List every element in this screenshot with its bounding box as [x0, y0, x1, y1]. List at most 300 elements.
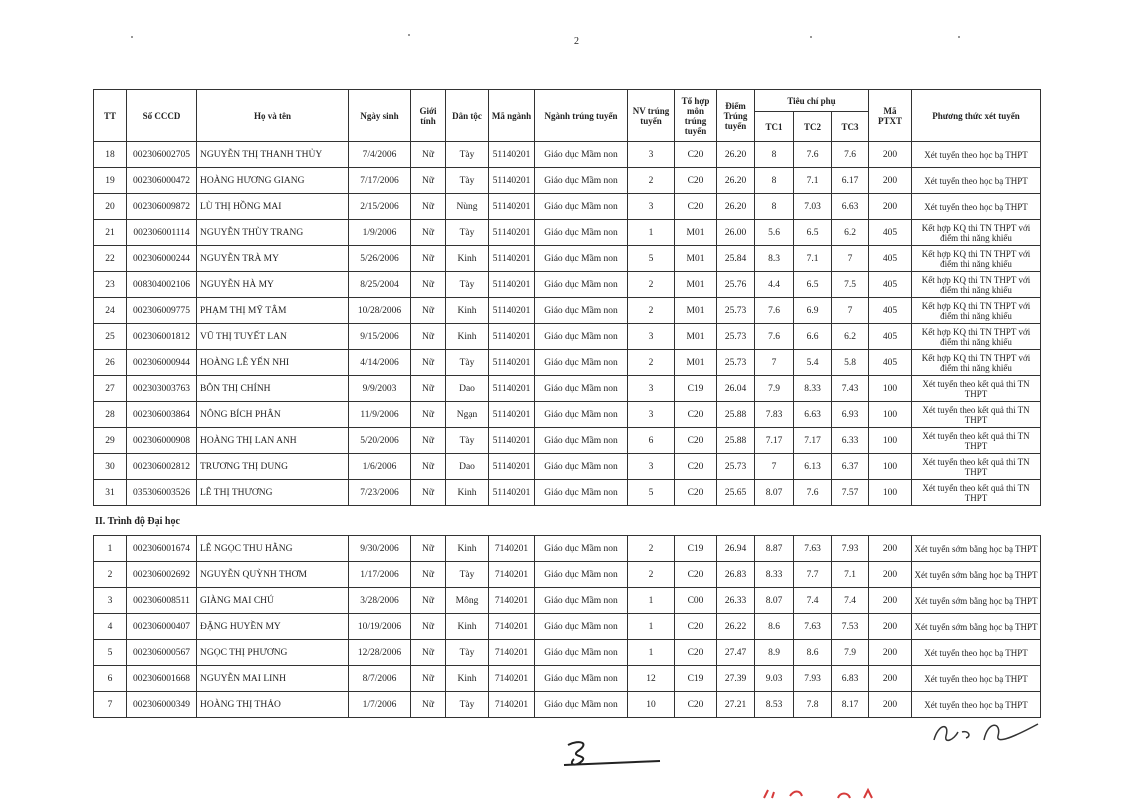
cell-gender: Nữ — [411, 142, 446, 168]
cell-dob: 7/17/2006 — [349, 168, 411, 194]
cell-score: 25.73 — [717, 324, 755, 350]
cell-tt: 3 — [94, 588, 127, 614]
cell-dob: 1/7/2006 — [349, 692, 411, 718]
cell-ethnicity: Tày — [446, 640, 489, 666]
cell-method: Xét tuyển sớm bằng học bạ THPT — [912, 536, 1041, 562]
cell-gender: Nữ — [411, 692, 446, 718]
cell-score: 27.21 — [717, 692, 755, 718]
cell-cccd: 002306000349 — [127, 692, 197, 718]
cell-tc3: 7.93 — [832, 536, 869, 562]
cell-subject-combo: C20 — [675, 402, 717, 428]
cell-tc2: 7.1 — [794, 168, 832, 194]
cell-ethnicity: Tày — [446, 272, 489, 298]
table-row — [94, 350, 1041, 376]
cell-ptxt: 100 — [869, 454, 912, 480]
cell-gender: Nữ — [411, 562, 446, 588]
scan-speck — [408, 34, 410, 36]
signature-left — [560, 737, 670, 771]
cell-tc1: 4.4 — [755, 272, 794, 298]
cell-tc1: 9.03 — [755, 666, 794, 692]
cell-ptxt: 200 — [869, 588, 912, 614]
cell-tc2: 7.1 — [794, 246, 832, 272]
cell-ptxt: 100 — [869, 376, 912, 402]
cell-subject-combo: C20 — [675, 168, 717, 194]
cell-dob: 9/30/2006 — [349, 536, 411, 562]
table-row — [94, 428, 1041, 454]
table-row — [94, 454, 1041, 480]
cell-ethnicity: Kinh — [446, 246, 489, 272]
cell-dob: 3/28/2006 — [349, 588, 411, 614]
cell-tc3: 6.2 — [832, 220, 869, 246]
cell-gender: Nữ — [411, 272, 446, 298]
cell-gender: Nữ — [411, 376, 446, 402]
cell-tc3: 6.83 — [832, 666, 869, 692]
cell-ethnicity: Tày — [446, 142, 489, 168]
cell-major-code: 7140201 — [489, 562, 535, 588]
cell-method: Xét tuyển sớm bằng học bạ THPT — [912, 614, 1041, 640]
cell-tc2: 6.5 — [794, 272, 832, 298]
cell-major: Giáo dục Mầm non — [535, 298, 628, 324]
cell-major: Giáo dục Mầm non — [535, 562, 628, 588]
cell-tt: 21 — [94, 220, 127, 246]
cell-name: HOÀNG THỊ LAN ANH — [197, 428, 349, 454]
cell-subject-combo: M01 — [675, 350, 717, 376]
cell-tc2: 7.63 — [794, 536, 832, 562]
cell-cccd: 002306002705 — [127, 142, 197, 168]
cell-gender: Nữ — [411, 194, 446, 220]
table-row — [94, 168, 1041, 194]
cell-nv: 2 — [628, 536, 675, 562]
scan-speck — [131, 36, 133, 38]
cell-tt: 5 — [94, 640, 127, 666]
cell-major-code: 51140201 — [489, 194, 535, 220]
cell-tc1: 7 — [755, 350, 794, 376]
cell-score: 25.88 — [717, 428, 755, 454]
cell-tc3: 6.33 — [832, 428, 869, 454]
cell-major: Giáo dục Mầm non — [535, 692, 628, 718]
cell-major: Giáo dục Mầm non — [535, 324, 628, 350]
cell-dob: 1/17/2006 — [349, 562, 411, 588]
header-ptxt: Mã PTXT — [869, 90, 912, 142]
header-nv: NV trúng tuyển — [628, 90, 675, 142]
cell-ptxt: 200 — [869, 692, 912, 718]
cell-gender: Nữ — [411, 402, 446, 428]
cell-cccd: 002306001674 — [127, 536, 197, 562]
cell-dob: 9/15/2006 — [349, 324, 411, 350]
cell-major-code: 51140201 — [489, 402, 535, 428]
cell-score: 25.76 — [717, 272, 755, 298]
cell-score: 26.94 — [717, 536, 755, 562]
cell-gender: Nữ — [411, 350, 446, 376]
cell-dob: 1/6/2006 — [349, 454, 411, 480]
cell-major-code: 51140201 — [489, 350, 535, 376]
cell-nv: 1 — [628, 614, 675, 640]
cell-cccd: 002306000244 — [127, 246, 197, 272]
cell-dob: 11/9/2006 — [349, 402, 411, 428]
cell-tc2: 5.4 — [794, 350, 832, 376]
cell-cccd: 002306002812 — [127, 454, 197, 480]
cell-name: ĐẶNG HUYỀN MY — [197, 614, 349, 640]
cell-subject-combo: C19 — [675, 376, 717, 402]
cell-method: Xét tuyển theo học bạ THPT — [912, 142, 1041, 168]
cell-tc1: 8 — [755, 194, 794, 220]
cell-nv: 2 — [628, 298, 675, 324]
cell-gender: Nữ — [411, 614, 446, 640]
cell-major: Giáo dục Mầm non — [535, 666, 628, 692]
cell-cccd: 002306009775 — [127, 298, 197, 324]
cell-tc3: 6.17 — [832, 168, 869, 194]
cell-tt: 27 — [94, 376, 127, 402]
cell-score: 26.83 — [717, 562, 755, 588]
cell-tc1: 5.6 — [755, 220, 794, 246]
cell-major-code: 7140201 — [489, 614, 535, 640]
cell-tc3: 7.1 — [832, 562, 869, 588]
cell-name: HOÀNG THỊ THẢO — [197, 692, 349, 718]
cell-ptxt: 200 — [869, 142, 912, 168]
cell-major-code: 7140201 — [489, 536, 535, 562]
cell-score: 25.65 — [717, 480, 755, 506]
header-tc2: TC2 — [794, 112, 832, 142]
cell-tt: 19 — [94, 168, 127, 194]
cell-score: 26.20 — [717, 142, 755, 168]
cell-cccd: 002303003763 — [127, 376, 197, 402]
cell-major: Giáo dục Mầm non — [535, 168, 628, 194]
table-row — [94, 142, 1041, 168]
cell-method: Xét tuyển theo kết quả thi TN THPT — [912, 454, 1041, 480]
cell-gender: Nữ — [411, 168, 446, 194]
cell-major: Giáo dục Mầm non — [535, 350, 628, 376]
cell-subject-combo: C20 — [675, 692, 717, 718]
header-major-code: Mã ngành — [489, 90, 535, 142]
cell-ethnicity: Kinh — [446, 614, 489, 640]
cell-cccd: 002306008511 — [127, 588, 197, 614]
cell-major: Giáo dục Mầm non — [535, 454, 628, 480]
cell-subject-combo: C20 — [675, 480, 717, 506]
cell-gender: Nữ — [411, 454, 446, 480]
cell-major-code: 51140201 — [489, 272, 535, 298]
cell-ethnicity: Tày — [446, 562, 489, 588]
cell-tc2: 6.5 — [794, 220, 832, 246]
cell-major: Giáo dục Mầm non — [535, 194, 628, 220]
cell-tc1: 8.3 — [755, 246, 794, 272]
table-row — [94, 376, 1041, 402]
cell-cccd: 002306003864 — [127, 402, 197, 428]
cell-gender: Nữ — [411, 220, 446, 246]
table-row — [94, 614, 1041, 640]
cell-tc3: 7.9 — [832, 640, 869, 666]
cell-method: Kết hợp KQ thi TN THPT với điểm thi năng khiếu — [912, 350, 1041, 376]
cell-subject-combo: C20 — [675, 614, 717, 640]
cell-ptxt: 405 — [869, 272, 912, 298]
cell-ptxt: 405 — [869, 220, 912, 246]
header-cccd: Số CCCD — [127, 90, 197, 142]
cell-subject-combo: C19 — [675, 536, 717, 562]
cell-tt: 29 — [94, 428, 127, 454]
cell-ethnicity: Tày — [446, 692, 489, 718]
cell-gender: Nữ — [411, 246, 446, 272]
cell-ethnicity: Nùng — [446, 194, 489, 220]
cell-tc3: 5.8 — [832, 350, 869, 376]
cell-major-code: 51140201 — [489, 298, 535, 324]
cell-tc3: 7 — [832, 298, 869, 324]
cell-tt: 18 — [94, 142, 127, 168]
cell-nv: 3 — [628, 142, 675, 168]
cell-tc2: 7.63 — [794, 614, 832, 640]
cell-major-code: 51140201 — [489, 376, 535, 402]
admission-table-university — [93, 535, 1041, 718]
signature-right — [928, 710, 1048, 750]
cell-ethnicity: Kinh — [446, 324, 489, 350]
cell-major: Giáo dục Mầm non — [535, 142, 628, 168]
cell-tt: 22 — [94, 246, 127, 272]
cell-tc3: 7.6 — [832, 142, 869, 168]
cell-ethnicity: Kinh — [446, 536, 489, 562]
scan-speck — [958, 36, 960, 38]
cell-dob: 2/15/2006 — [349, 194, 411, 220]
cell-tc2: 7.93 — [794, 666, 832, 692]
cell-major: Giáo dục Mầm non — [535, 246, 628, 272]
cell-subject-combo: C20 — [675, 142, 717, 168]
cell-major: Giáo dục Mầm non — [535, 614, 628, 640]
table-row — [94, 666, 1041, 692]
cell-nv: 3 — [628, 402, 675, 428]
cell-method: Xét tuyển theo kết quả thi TN THPT — [912, 402, 1041, 428]
cell-score: 25.88 — [717, 402, 755, 428]
cell-tc3: 7.5 — [832, 272, 869, 298]
cell-subject-combo: C20 — [675, 640, 717, 666]
cell-ptxt: 200 — [869, 666, 912, 692]
cell-tc1: 7.6 — [755, 324, 794, 350]
cell-cccd: 002306009872 — [127, 194, 197, 220]
cell-cccd: 002306001668 — [127, 666, 197, 692]
cell-tc2: 6.63 — [794, 402, 832, 428]
cell-method: Kết hợp KQ thi TN THPT với điểm thi năng khiếu — [912, 220, 1041, 246]
cell-ethnicity: Tày — [446, 220, 489, 246]
table-row — [94, 692, 1041, 718]
cell-tt: 7 — [94, 692, 127, 718]
cell-score: 25.73 — [717, 454, 755, 480]
table-row — [94, 220, 1041, 246]
cell-tc2: 7.4 — [794, 588, 832, 614]
cell-score: 26.20 — [717, 168, 755, 194]
cell-score: 27.47 — [717, 640, 755, 666]
cell-major-code: 51140201 — [489, 480, 535, 506]
cell-major: Giáo dục Mầm non — [535, 402, 628, 428]
cell-dob: 7/4/2006 — [349, 142, 411, 168]
cell-tc1: 7.9 — [755, 376, 794, 402]
cell-ethnicity: Dao — [446, 454, 489, 480]
cell-gender: Nữ — [411, 666, 446, 692]
cell-cccd: 002306001812 — [127, 324, 197, 350]
cell-nv: 2 — [628, 350, 675, 376]
cell-dob: 8/25/2004 — [349, 272, 411, 298]
cell-subject-combo: M01 — [675, 298, 717, 324]
cell-cccd: 008304002106 — [127, 272, 197, 298]
cell-dob: 5/26/2006 — [349, 246, 411, 272]
cell-ethnicity: Kinh — [446, 666, 489, 692]
cell-ethnicity: Tày — [446, 168, 489, 194]
cell-tc2: 7.03 — [794, 194, 832, 220]
cell-nv: 3 — [628, 376, 675, 402]
cell-name: LÊ NGỌC THU HẰNG — [197, 536, 349, 562]
cell-nv: 3 — [628, 324, 675, 350]
cell-cccd: 035306003526 — [127, 480, 197, 506]
cell-tt: 2 — [94, 562, 127, 588]
cell-tc1: 8.53 — [755, 692, 794, 718]
header-score: Điểm Trúng tuyển — [717, 90, 755, 142]
table-row — [94, 402, 1041, 428]
cell-tc2: 7.6 — [794, 480, 832, 506]
cell-major-code: 51140201 — [489, 168, 535, 194]
cell-tc3: 8.17 — [832, 692, 869, 718]
header-tt: TT — [94, 90, 127, 142]
cell-major-code: 51140201 — [489, 246, 535, 272]
cell-method: Xét tuyển theo học bạ THPT — [912, 194, 1041, 220]
cell-gender: Nữ — [411, 298, 446, 324]
header-method: Phương thức xét tuyển — [912, 90, 1041, 142]
cell-ethnicity: Dao — [446, 376, 489, 402]
cell-tt: 31 — [94, 480, 127, 506]
cell-name: BÔN THỊ CHÍNH — [197, 376, 349, 402]
cell-tc3: 6.37 — [832, 454, 869, 480]
cell-ptxt: 200 — [869, 614, 912, 640]
cell-major-code: 51140201 — [489, 324, 535, 350]
cell-major: Giáo dục Mầm non — [535, 588, 628, 614]
cell-method: Xét tuyển sớm bằng học bạ THPT — [912, 588, 1041, 614]
cell-subject-combo: C20 — [675, 454, 717, 480]
cell-name: LÙ THỊ HỒNG MAI — [197, 194, 349, 220]
cell-gender: Nữ — [411, 588, 446, 614]
header-sub-criteria: Tiêu chí phụ — [755, 90, 869, 112]
cell-name: NGUYỄN MAI LINH — [197, 666, 349, 692]
cell-tt: 28 — [94, 402, 127, 428]
cell-tc3: 6.93 — [832, 402, 869, 428]
header-ethnicity: Dân tộc — [446, 90, 489, 142]
cell-subject-combo: C19 — [675, 666, 717, 692]
cell-tc2: 7.8 — [794, 692, 832, 718]
cell-subject-combo: M01 — [675, 324, 717, 350]
cell-ptxt: 405 — [869, 324, 912, 350]
cell-method: Xét tuyển theo kết quả thi TN THPT — [912, 376, 1041, 402]
cell-subject-combo: M01 — [675, 220, 717, 246]
cell-tc3: 7 — [832, 246, 869, 272]
cell-ptxt: 405 — [869, 246, 912, 272]
cell-name: NGỌC THỊ PHƯƠNG — [197, 640, 349, 666]
cell-ptxt: 200 — [869, 640, 912, 666]
cell-major: Giáo dục Mầm non — [535, 220, 628, 246]
table-row — [94, 588, 1041, 614]
cell-nv: 5 — [628, 246, 675, 272]
cell-name: NÔNG BÍCH PHÂN — [197, 402, 349, 428]
cell-ptxt: 100 — [869, 480, 912, 506]
cell-nv: 5 — [628, 480, 675, 506]
cell-method: Kết hợp KQ thi TN THPT với điểm thi năng khiếu — [912, 272, 1041, 298]
cell-ethnicity: Kinh — [446, 480, 489, 506]
cell-ethnicity: Ngạn — [446, 402, 489, 428]
cell-cccd: 002306000908 — [127, 428, 197, 454]
cell-cccd: 002306002692 — [127, 562, 197, 588]
table-row — [94, 536, 1041, 562]
cell-cccd: 002306000567 — [127, 640, 197, 666]
cell-tc3: 6.2 — [832, 324, 869, 350]
cell-subject-combo: C00 — [675, 588, 717, 614]
cell-ethnicity: Mông — [446, 588, 489, 614]
table-row — [94, 298, 1041, 324]
cell-score: 25.84 — [717, 246, 755, 272]
red-stamp-fragment — [760, 786, 900, 800]
cell-major: Giáo dục Mầm non — [535, 376, 628, 402]
cell-tc1: 8 — [755, 142, 794, 168]
cell-score: 26.04 — [717, 376, 755, 402]
header-dob: Ngày sinh — [349, 90, 411, 142]
cell-tc1: 8 — [755, 168, 794, 194]
cell-method: Xét tuyển theo học bạ THPT — [912, 168, 1041, 194]
cell-subject-combo: C20 — [675, 428, 717, 454]
cell-name: HOÀNG LÊ YẾN NHI — [197, 350, 349, 376]
cell-major-code: 7140201 — [489, 692, 535, 718]
cell-nv: 2 — [628, 562, 675, 588]
cell-dob: 12/28/2006 — [349, 640, 411, 666]
cell-tc2: 8.33 — [794, 376, 832, 402]
cell-tc3: 7.57 — [832, 480, 869, 506]
cell-score: 26.33 — [717, 588, 755, 614]
cell-name: LÊ THỊ THƯƠNG — [197, 480, 349, 506]
cell-ptxt: 405 — [869, 350, 912, 376]
admission-table-college — [93, 89, 1041, 506]
cell-ptxt: 405 — [869, 298, 912, 324]
cell-tc3: 6.63 — [832, 194, 869, 220]
cell-nv: 3 — [628, 454, 675, 480]
cell-tc1: 8.9 — [755, 640, 794, 666]
cell-name: HOÀNG HƯƠNG GIANG — [197, 168, 349, 194]
cell-major: Giáo dục Mầm non — [535, 480, 628, 506]
cell-tt: 4 — [94, 614, 127, 640]
table-row — [94, 324, 1041, 350]
section-title: II. Trình độ Đại học — [95, 516, 180, 527]
cell-ethnicity: Tày — [446, 428, 489, 454]
cell-dob: 1/9/2006 — [349, 220, 411, 246]
cell-major-code: 51140201 — [489, 220, 535, 246]
cell-name: NGUYỄN THỊ THANH THỦY — [197, 142, 349, 168]
cell-name: GIÀNG MAI CHÚ — [197, 588, 349, 614]
cell-subject-combo: C20 — [675, 194, 717, 220]
cell-method: Xét tuyển theo kết quả thi TN THPT — [912, 480, 1041, 506]
cell-ethnicity: Tày — [446, 350, 489, 376]
table-row — [94, 562, 1041, 588]
cell-dob: 9/9/2003 — [349, 376, 411, 402]
table-row — [94, 640, 1041, 666]
cell-nv: 10 — [628, 692, 675, 718]
cell-method: Xét tuyển theo học bạ THPT — [912, 640, 1041, 666]
cell-cccd: 002306000944 — [127, 350, 197, 376]
cell-name: PHẠM THỊ MỸ TÂM — [197, 298, 349, 324]
cell-tt: 30 — [94, 454, 127, 480]
cell-tc1: 8.07 — [755, 588, 794, 614]
cell-method: Kết hợp KQ thi TN THPT với điểm thi năng khiếu — [912, 298, 1041, 324]
cell-nv: 12 — [628, 666, 675, 692]
cell-nv: 3 — [628, 194, 675, 220]
cell-major-code: 7140201 — [489, 640, 535, 666]
cell-dob: 10/28/2006 — [349, 298, 411, 324]
cell-gender: Nữ — [411, 480, 446, 506]
header-gender: Giới tính — [411, 90, 446, 142]
cell-name: NGUYỄN QUỲNH THƠM — [197, 562, 349, 588]
cell-cccd: 002306000472 — [127, 168, 197, 194]
cell-major-code: 51140201 — [489, 142, 535, 168]
cell-ptxt: 200 — [869, 536, 912, 562]
cell-tt: 26 — [94, 350, 127, 376]
cell-score: 27.39 — [717, 666, 755, 692]
